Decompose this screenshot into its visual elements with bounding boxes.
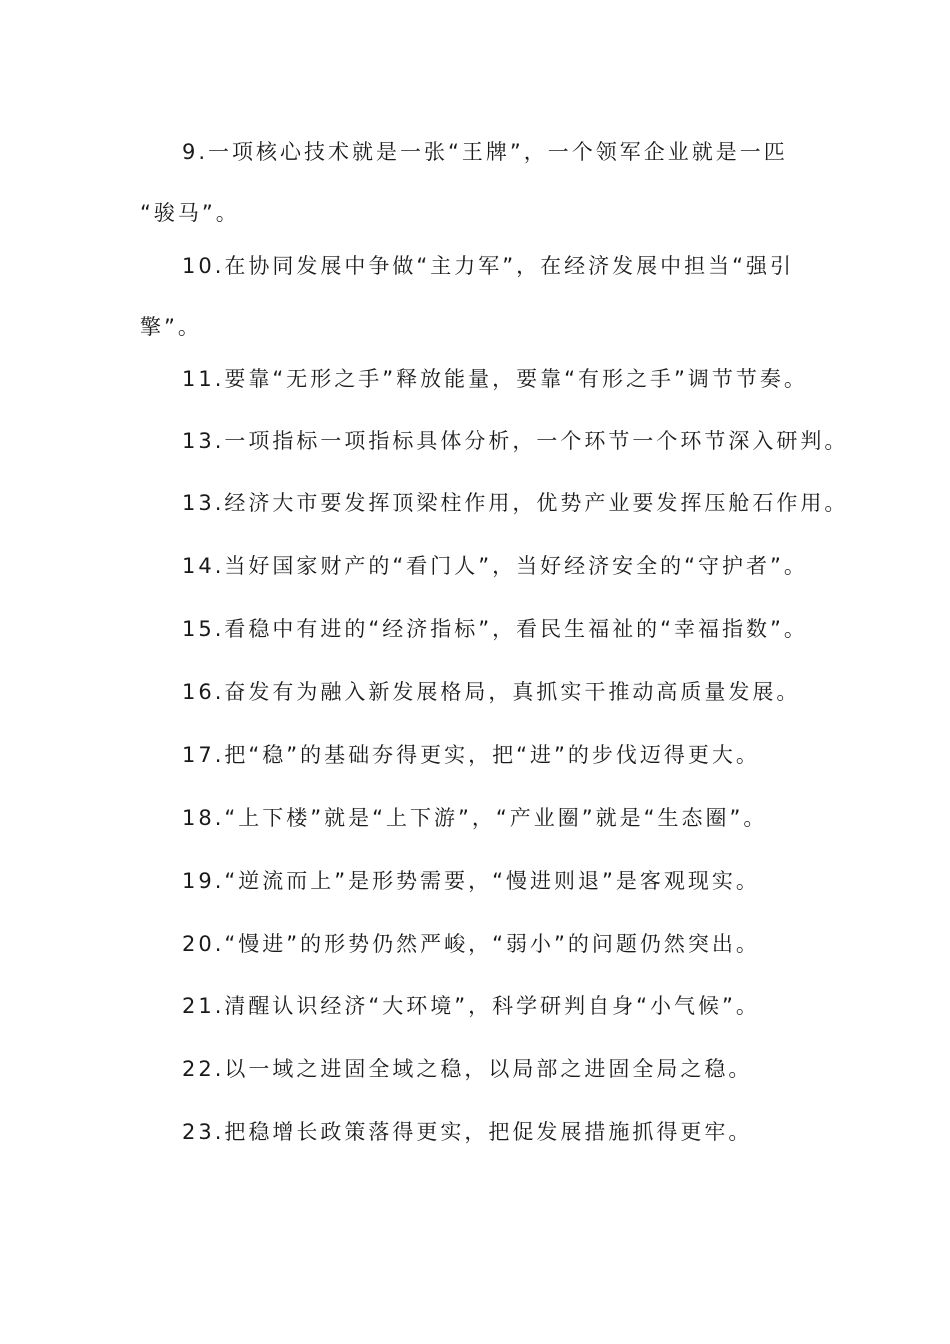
list-item: 16.奋发有为融入新发展格局，真抓实干推动高质量发展。 [182, 680, 801, 704]
list-item: 13.一项指标一项指标具体分析，一个环节一个环节深入研判。 [182, 429, 849, 453]
list-item [140, 138, 810, 227]
list-item: 11.要靠“无形之手”释放能量，要靠“有形之手”调节节奏。 [182, 367, 808, 391]
list-item: 13.经济大市要发挥顶梁柱作用，优势产业要发挥压舱石作用。 [182, 491, 849, 515]
list-item: 21.清醒认识经济“大环境”，科学研判自身“小气候”。 [182, 994, 760, 1018]
list-item: 19.“逆流而上”是形势需要，“慢进则退”是客观现实。 [182, 869, 760, 893]
list-item-line: 10.在协同发展中争做“主力军”，在经济发展中担当“强引 [182, 254, 795, 278]
list-item: 22.以一域之进固全域之稳，以局部之进固全局之稳。 [182, 1057, 753, 1081]
list-item-line: 9.一项核心技术就是一张“王牌”，一个领军企业就是一匹 [182, 140, 788, 164]
list-item: 15.看稳中有进的“经济指标”，看民生福祉的“幸福指数”。 [182, 617, 808, 641]
list-item: 20.“慢进”的形势仍然严峻，“弱小”的问题仍然突出。 [182, 932, 760, 956]
list-item-line: “骏马”。 [140, 201, 240, 225]
list-item [140, 252, 810, 341]
list-item: 14.当好国家财产的“看门人”，当好经济安全的“守护者”。 [182, 554, 808, 578]
list-item: 23.把稳增长政策落得更实，把促发展措施抓得更牢。 [182, 1120, 753, 1144]
list-item-line: 擎”。 [140, 315, 202, 339]
list-item: 17.把“稳”的基础夯得更实，把“进”的步伐迈得更大。 [182, 743, 760, 767]
list-item: 18.“上下楼”就是“上下游”，“产业圈”就是“生态圈”。 [182, 806, 768, 830]
